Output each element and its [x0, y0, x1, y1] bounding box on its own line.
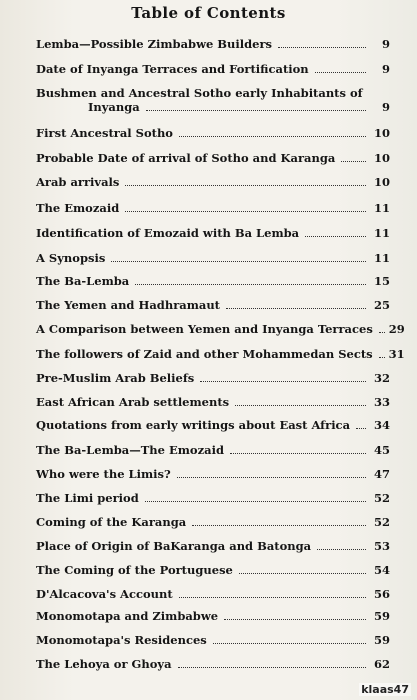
toc-entry-text: Place of Origin of BaKaranga and Batonga [36, 539, 312, 553]
toc-entry-text: Coming of the Karanga [36, 515, 187, 529]
toc-entry [36, 151, 390, 165]
leader-dots [235, 405, 366, 406]
watermark-text: klaas47 [361, 683, 409, 696]
leader-dots [317, 549, 366, 550]
toc-entry [36, 251, 390, 265]
toc-page-number: 56 [373, 587, 390, 601]
toc-entry [36, 467, 390, 481]
toc-entry [36, 347, 405, 361]
toc-page-number: 62 [373, 657, 390, 671]
leader-dots [356, 428, 366, 429]
toc-entry-text: A Synopsis [36, 251, 106, 265]
leader-dots [230, 453, 366, 454]
toc-page-number: 11 [373, 226, 390, 240]
toc-entry [36, 62, 390, 76]
toc-entry [36, 322, 405, 336]
toc-page-number: 31 [388, 347, 405, 361]
toc-entry [36, 201, 390, 215]
toc-page-number: 47 [373, 467, 390, 481]
toc-page-number: 59 [373, 633, 390, 647]
leader-dots [192, 525, 366, 526]
toc-page-number: 15 [373, 274, 390, 288]
toc-page-number: 10 [373, 126, 390, 140]
toc-entry-text: Monomotapa's Residences [36, 633, 207, 647]
toc-page-number: 10 [373, 175, 390, 189]
toc-entry [36, 515, 390, 529]
leader-dots [177, 477, 366, 478]
leader-dots [379, 332, 385, 333]
toc-entry-text: Date of Inyanga Terraces and Fortification [36, 62, 309, 76]
toc-entry-text: Pre-Muslim Arab Beliefs [36, 371, 195, 385]
toc-entry-text: The Ba-Lemba—The Emozaid [36, 443, 224, 457]
leader-dots [125, 211, 366, 212]
toc-entry [36, 126, 390, 140]
toc-page-number: 32 [373, 371, 390, 385]
toc-entry-text: East African Arab settlements [36, 395, 230, 409]
toc-page-number: 11 [373, 251, 390, 265]
toc-page-number: 9 [381, 62, 390, 76]
leader-dots [213, 643, 366, 644]
toc-entry-text: Arab arrivals [36, 175, 120, 189]
toc-entry [36, 298, 390, 312]
toc-page-number: 11 [373, 201, 390, 215]
toc-entry [36, 657, 390, 671]
toc-page-number: 33 [373, 395, 390, 409]
toc-page-number: 54 [373, 563, 390, 577]
toc-entry-text: The Coming of the Portuguese [36, 563, 233, 577]
toc-page-number: 45 [373, 443, 390, 457]
toc-page-number: 9 [381, 100, 390, 114]
toc-entry [36, 371, 390, 385]
leader-dots [179, 136, 366, 137]
leader-dots [178, 667, 366, 668]
toc-entry [36, 539, 390, 553]
leader-dots [305, 236, 366, 237]
toc-entry-text: The Limi period [36, 491, 139, 505]
toc-entry-text: The Ba-Lemba [36, 274, 130, 288]
toc-entry [36, 175, 390, 189]
toc-entry [36, 587, 390, 601]
toc-entry [36, 395, 390, 409]
toc-page-number: 53 [373, 539, 390, 553]
leader-dots [341, 161, 366, 162]
toc-page-number: 52 [373, 491, 390, 505]
toc-entry-text: A Comparison between Yemen and Inyanga Terraces [36, 322, 373, 336]
leader-dots [179, 597, 366, 598]
toc-entry-text: Who were the Limis? [36, 467, 171, 481]
leader-dots [239, 573, 366, 574]
toc-entry-text: Identification of Emozaid with Ba Lemba [36, 226, 300, 240]
leader-dots [145, 501, 366, 502]
toc-entry-text: D'Alcacova's Account [36, 587, 173, 601]
leader-dots [111, 261, 366, 262]
leader-dots [135, 284, 366, 285]
toc-entry-text: The followers of Zaid and other Mohammedan Sects [36, 347, 373, 361]
leader-dots [379, 357, 385, 358]
toc-entry [36, 563, 390, 577]
page-title: Table of Contents [131, 4, 286, 22]
toc-page-number: 34 [373, 418, 390, 432]
toc-page-number: 10 [373, 151, 390, 165]
toc-entry-text: Monomotapa and Zimbabwe [36, 609, 219, 623]
toc-entry-text: The Yemen and Hadhramaut [36, 298, 220, 312]
toc-entry-text: Quotations from early writings about East Africa [36, 418, 351, 432]
leader-dots [146, 110, 366, 111]
toc-page-number: 9 [381, 37, 390, 51]
toc-entry [36, 37, 390, 51]
toc-entry [36, 609, 390, 623]
toc-entry-text: Probable Date of arrival of Sotho and Karanga [36, 151, 336, 165]
leader-dots [278, 47, 366, 48]
toc-entry-text: First Ancestral Sotho [36, 126, 173, 140]
toc-entry [36, 491, 390, 505]
toc-page-number: 52 [373, 515, 390, 529]
leader-dots [125, 185, 366, 186]
toc-page-number: 59 [373, 609, 390, 623]
toc-entry-text: The Emozaid [36, 201, 120, 215]
toc-entry [36, 274, 390, 288]
toc-entry [36, 633, 390, 647]
toc-entry-text: The Lehoya or Ghoya [36, 657, 172, 671]
toc-entry-text-continued: Inyanga [88, 100, 140, 114]
toc-entry [36, 226, 390, 240]
leader-dots [315, 72, 366, 73]
leader-dots [226, 308, 366, 309]
toc-entry [36, 418, 390, 432]
toc-entry [36, 443, 390, 457]
toc-page-number: 25 [373, 298, 390, 312]
leader-dots [200, 381, 366, 382]
toc-entry-text: Lemba—Possible Zimbabwe Builders [36, 37, 273, 51]
toc-entry-text: Bushmen and Ancestral Sotho early Inhabitants of [36, 86, 363, 100]
toc-page-number: 29 [388, 322, 405, 336]
toc-entry [36, 86, 390, 116]
leader-dots [224, 619, 366, 620]
